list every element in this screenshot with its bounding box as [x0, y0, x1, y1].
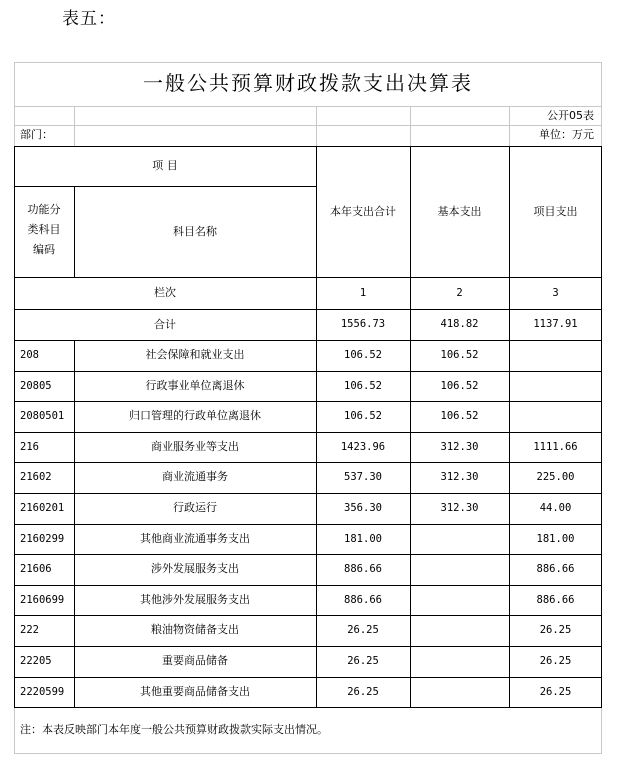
row-name: 重要商品储备: [162, 654, 228, 667]
row-code: 208: [20, 349, 39, 361]
footnote: 注：本表反映部门本年度一般公共预算财政拨款实际支出情况。: [20, 723, 328, 737]
grid-line: [316, 106, 317, 146]
row-basic: [410, 615, 509, 646]
form-number: 公开05表: [547, 109, 594, 122]
row-name: 商业服务业等支出: [151, 439, 239, 453]
total-amount: 1556.73: [340, 318, 386, 330]
row-basic: 106.52: [440, 379, 479, 392]
row-code: 21602: [20, 471, 52, 484]
row-project: 225.00: [536, 471, 575, 484]
row-total: 106.52: [344, 349, 382, 361]
budget-sheet: [14, 62, 602, 754]
row-total: 106.52: [344, 379, 382, 392]
department-label: 部门：: [20, 128, 53, 141]
grid-line: [14, 753, 602, 754]
header-function-code-line: 编码: [33, 243, 55, 256]
row-code: 222: [20, 624, 39, 637]
row-project: 181.00: [536, 532, 575, 545]
header-subject-name: 科目名称: [173, 225, 217, 238]
row-project: [509, 371, 602, 402]
table-title: 一般公共预算财政拨款支出决算表: [143, 71, 473, 95]
row-project: 26.25: [539, 624, 572, 637]
row-project: 886.66: [536, 563, 575, 576]
row-name: 归口管理的行政单位离退休: [129, 409, 261, 423]
column-index-value: 3: [552, 287, 559, 299]
unit-label: 单位：万元: [539, 128, 594, 141]
row-basic: [410, 585, 509, 616]
row-total: 26.25: [347, 624, 379, 637]
row-total: 886.66: [344, 593, 382, 606]
row-name: 行政运行: [173, 501, 217, 514]
header-function-code-line: 类科目: [27, 223, 61, 236]
page-heading: 表五：: [62, 9, 116, 29]
row-total: 1423.96: [340, 440, 386, 453]
row-basic: 312.30: [440, 502, 479, 514]
column-index-value: 2: [456, 287, 463, 299]
row-basic: [410, 646, 509, 677]
row-code: 2160201: [20, 502, 65, 514]
row-project: 44.00: [539, 502, 572, 514]
total-basic: 418.82: [440, 318, 479, 330]
row-code: 2160299: [20, 532, 65, 545]
row-project: [509, 401, 602, 432]
row-basic: 312.30: [440, 471, 479, 484]
row-basic: 106.52: [440, 410, 479, 423]
row-project: 886.66: [536, 593, 575, 606]
row-total: 26.25: [347, 685, 379, 698]
row-total: 181.00: [344, 532, 382, 545]
row-code: 2160699: [20, 593, 65, 606]
header-basic: 基本支出: [437, 205, 482, 218]
header-item: 项 目: [152, 159, 178, 172]
column-index-label: 栏次: [154, 286, 176, 299]
row-basic: [410, 524, 509, 555]
table-border: [14, 707, 602, 708]
row-total: 106.52: [344, 410, 382, 423]
row-project: 26.25: [539, 655, 572, 667]
grid-line: [410, 106, 411, 146]
row-basic: 312.30: [440, 440, 479, 453]
row-code: 22205: [20, 655, 52, 667]
row-total: 26.25: [347, 655, 379, 667]
row-total: 356.30: [344, 502, 382, 514]
row-name: 其他重要商品储备支出: [140, 684, 250, 698]
row-basic: 106.52: [440, 349, 479, 361]
row-name: 粮油物资储备支出: [151, 623, 239, 637]
row-code: 21606: [20, 563, 52, 576]
header-total: 本年支出合计: [330, 205, 396, 218]
header-project: 项目支出: [533, 205, 578, 218]
row-project: [509, 340, 602, 371]
total-label: 合计: [154, 318, 176, 331]
row-total: 886.66: [344, 563, 382, 576]
row-name: 涉外发展服务支出: [151, 562, 239, 576]
row-name: 商业流通事务: [162, 470, 228, 484]
row-name: 行政事业单位离退休: [145, 378, 245, 392]
row-code: 20805: [20, 379, 52, 392]
row-project: 26.25: [539, 685, 572, 698]
column-index-value: 1: [359, 287, 367, 299]
row-total: 537.30: [344, 471, 382, 484]
row-name: 其他涉外发展服务支出: [140, 592, 250, 606]
row-basic: [410, 554, 509, 585]
grid-line: [14, 62, 602, 63]
row-name: 社会保障和就业支出: [145, 348, 245, 361]
header-function-code-line: 功能分: [27, 203, 61, 216]
row-code: 2080501: [20, 410, 65, 423]
row-basic: [410, 677, 509, 708]
row-project: 1111.66: [533, 440, 578, 453]
total-project: 1137.91: [533, 318, 578, 330]
header-function-code: [14, 200, 74, 260]
row-code: 216: [20, 440, 39, 453]
row-name: 其他商业流通事务支出: [140, 531, 250, 545]
row-code: 2220599: [20, 685, 65, 698]
